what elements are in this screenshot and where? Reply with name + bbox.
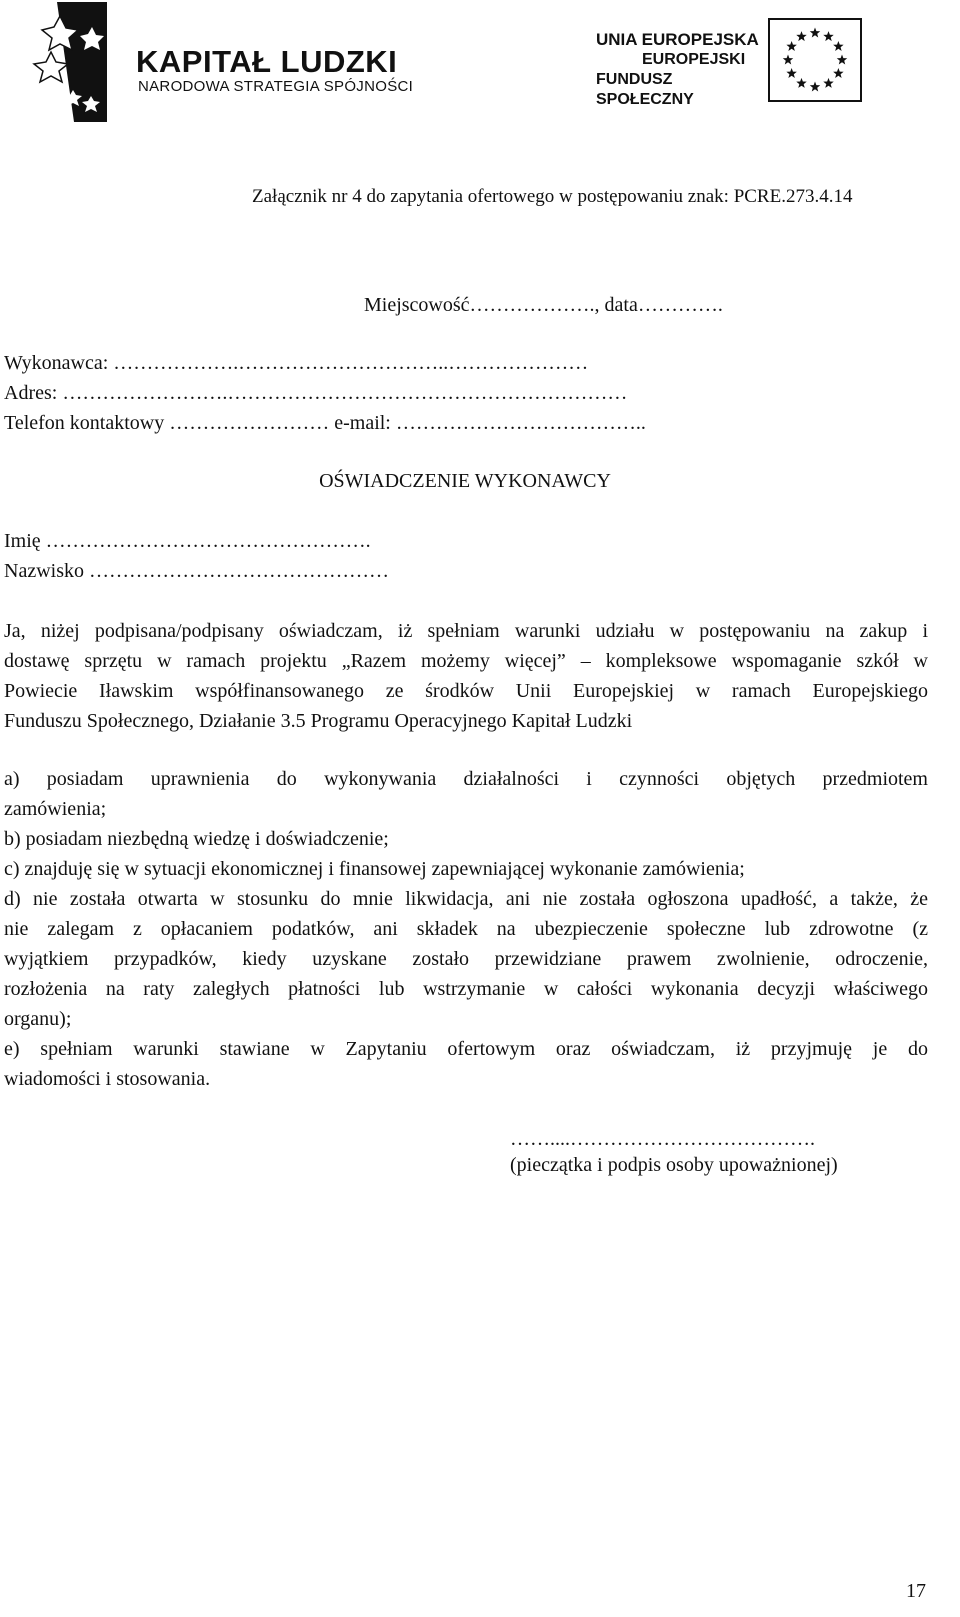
eu-flag-box — [768, 18, 862, 102]
statement-a-line: a) posiadam uprawnienia do wykonywania działalności i czynności objętych przedmiotem — [4, 768, 928, 790]
intro-line: Ja, niżej podpisana/podpisany oświadczam, iż spełniam warunki udziału w postępowaniu na zakup i — [4, 620, 928, 642]
intro-line: Powiecie Iławskim współfinansowanego ze środków Unii Europejskiej w ramach Europejskiego — [4, 680, 928, 702]
statement-e-line: wiadomości i stosowania. — [4, 1068, 211, 1090]
statement-d-line: organu); — [4, 1008, 72, 1030]
surname-line: Nazwisko ……………………………………… — [4, 560, 389, 582]
document-title: OŚWIADCZENIE WYKONAWCY — [319, 470, 611, 492]
eu-star-icon — [823, 31, 833, 41]
statement-a-line: zamówienia; — [4, 798, 107, 820]
eu-star-icon — [810, 28, 820, 38]
phone-email-line: Telefon kontaktowy …………………… e-mail: ……………………………….. — [4, 412, 646, 434]
eu-star-icon — [796, 78, 806, 88]
eu-star-icon — [837, 55, 847, 65]
statement-b: b) posiadam niezbędną wiedzę i doświadczenie; — [4, 828, 389, 850]
name-line: Imię …………………………………………. — [4, 530, 371, 552]
eu-line-3: FUNDUSZ SPOŁECZNY — [596, 71, 694, 108]
place-date-line: Miejscowość………………., data…………. — [364, 294, 723, 316]
kapital-ludzki-emblem-icon — [32, 2, 122, 122]
intro-line: dostawę sprzętu w ramach projektu „Razem możemy więcej” – kompleksowe wspomaganie szkół w — [4, 650, 928, 672]
statement-c: c) znajduję się w sytuacji ekonomicznej i finansowej zapewniającej wykonanie zamówienia; — [4, 858, 745, 880]
eu-star-icon — [796, 31, 806, 41]
address-line: Adres: …………………….…………………………………………………… — [4, 382, 628, 404]
statement-d-line: d) nie została otwarta w stosunku do mnie likwidacja, ani nie została ogłoszona upadłość, a także, że — [4, 888, 928, 910]
signature-caption: (pieczątka i podpis osoby upoważnionej) — [510, 1154, 838, 1176]
intro-line: Funduszu Społecznego, Działanie 3.5 Programu Operacyjnego Kapitał Ludzki — [4, 710, 633, 732]
eu-star-icon — [783, 55, 793, 65]
logo-subtitle: NARODOWA STRATEGIA SPÓJNOŚCI — [138, 78, 414, 95]
kapital-ludzki-logo — [32, 2, 432, 122]
statement-d-line: wyjątkiem przypadków, kiedy uzyskane zostało przewidziane prawem zwolnienie, odroczenie, — [4, 948, 928, 970]
signature-dots: ……....………………………………. — [510, 1128, 815, 1150]
eu-star-icon — [823, 78, 833, 88]
eu-star-icon — [786, 68, 796, 78]
statement-e-line: e) spełniam warunki stawiane w Zapytaniu ofertowym oraz oświadczam, iż przyjmuję je do — [4, 1038, 928, 1060]
eu-logo-text — [596, 30, 766, 110]
eu-line-2: EUROPEJSKI — [642, 51, 746, 68]
eu-line-1: UNIA EUROPEJSKA — [596, 30, 759, 49]
statements-list — [4, 764, 928, 1094]
statement-d-line: nie zalegam z opłacaniem podatków, ani składek na ubezpieczenie społeczne lub zdrowotne (z — [4, 918, 928, 940]
intro-paragraph — [4, 616, 928, 736]
logo-title: KAPITAŁ LUDZKI — [136, 44, 398, 79]
statement-d-line: rozłożenia na raty zaległych płatności lub wstrzymanie w całości wykonania decyzji właściwego — [4, 978, 928, 1000]
eu-star-icon — [810, 82, 820, 92]
annex-reference: Załącznik nr 4 do zapytania ofertowego w postępowaniu znak: PCRE.273.4.14 — [252, 186, 853, 207]
eu-star-icon — [833, 68, 843, 78]
contractor-line: Wykonawca: ……………….…………………………..………………… — [4, 352, 589, 374]
page-number: 17 — [906, 1580, 926, 1602]
eu-star-icon — [833, 41, 843, 51]
eu-stars-icon — [770, 20, 860, 100]
eu-star-icon — [786, 41, 796, 51]
